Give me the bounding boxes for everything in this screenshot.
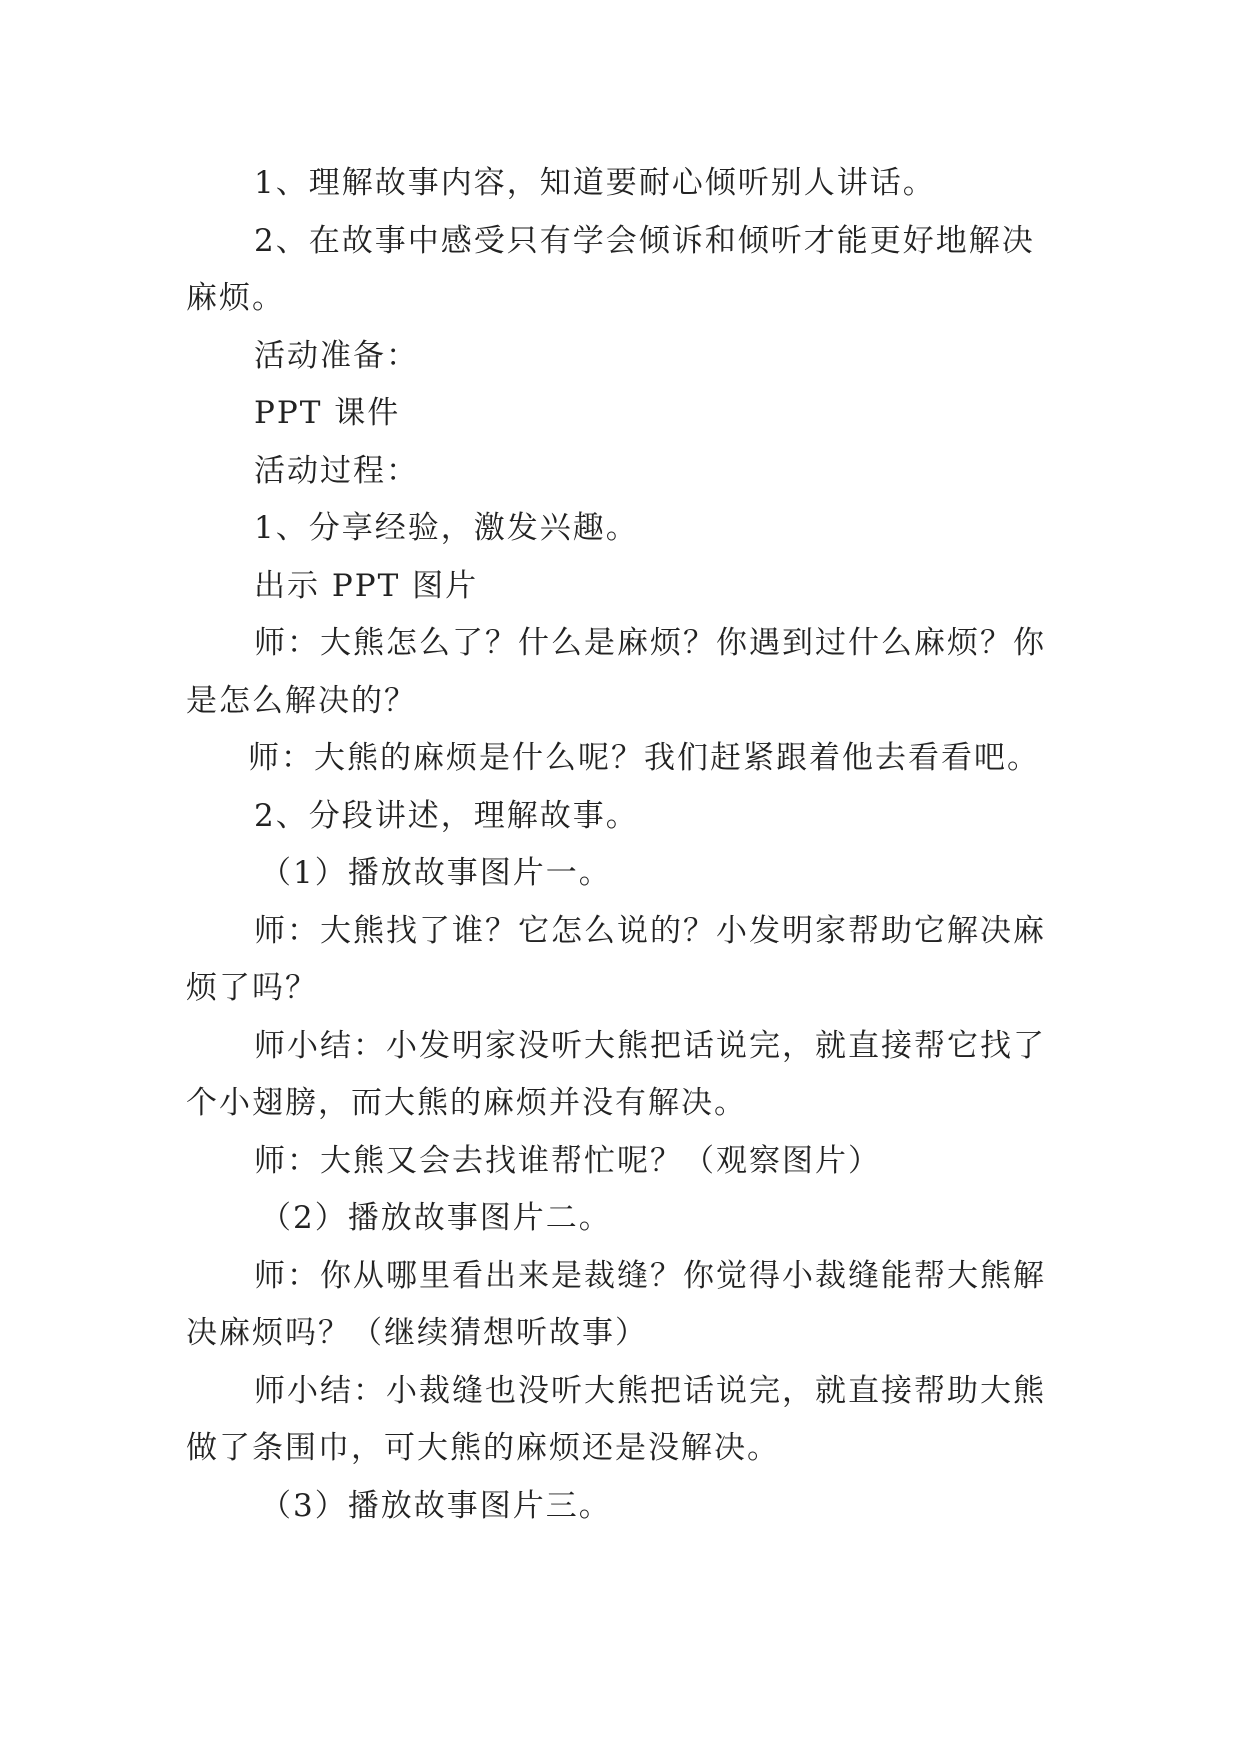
teacher-question-1-cont: 是怎么解决的？ — [186, 682, 417, 719]
teacher-question-5-cont: 决麻烦吗？（继续猜想听故事） — [186, 1315, 648, 1351]
objective-2: 2、在故事中感受只有学会倾诉和倾听才能更好地解决 — [254, 222, 1035, 259]
teacher-question-3: 师：大熊找了谁？它怎么说的？小发明家帮助它解决麻 — [254, 912, 1046, 949]
story-part-1: （1）播放故事图片一。 — [260, 855, 612, 891]
objective-2-cont: 麻烦。 — [186, 280, 285, 316]
step-1-heading: 1、分享经验，激发兴趣。 — [254, 510, 639, 546]
story-part-2: （2）播放故事图片二。 — [260, 1200, 612, 1236]
section-heading-preparation: 活动准备： — [254, 337, 419, 374]
step-1-instruction: 出示 PPT 图片 — [254, 567, 479, 604]
objective-1: 1、理解故事内容，知道要耐心倾听别人讲话。 — [254, 165, 936, 201]
teacher-question-1: 师：大熊怎么了？什么是麻烦？你遇到过什么麻烦？你 — [254, 625, 1046, 661]
document-body — [186, 155, 1046, 1535]
teacher-question-3-cont: 烦了吗？ — [186, 970, 318, 1006]
teacher-question-2: 师：大熊的麻烦是什么呢？我们赶紧跟着他去看看吧。 — [248, 740, 1040, 776]
section-heading-process: 活动过程： — [254, 452, 419, 489]
story-part-3: （3）播放故事图片三。 — [260, 1487, 612, 1524]
teacher-summary-2-cont: 做了条围巾，可大熊的麻烦还是没解决。 — [186, 1430, 780, 1466]
teacher-summary-1-cont: 个小翅膀，而大熊的麻烦并没有解决。 — [186, 1085, 747, 1121]
teacher-question-4: 师：大熊又会去找谁帮忙呢？（观察图片） — [254, 1142, 881, 1179]
preparation-item: PPT 课件 — [254, 395, 401, 431]
teacher-question-5: 师：你从哪里看出来是裁缝？你觉得小裁缝能帮大熊解 — [254, 1257, 1046, 1294]
step-2-heading: 2、分段讲述，理解故事。 — [254, 797, 639, 834]
teacher-summary-1: 师小结：小发明家没听大熊把话说完，就直接帮它找了 — [254, 1027, 1046, 1064]
teacher-summary-2: 师小结：小裁缝也没听大熊把话说完，就直接帮助大熊 — [254, 1372, 1046, 1409]
